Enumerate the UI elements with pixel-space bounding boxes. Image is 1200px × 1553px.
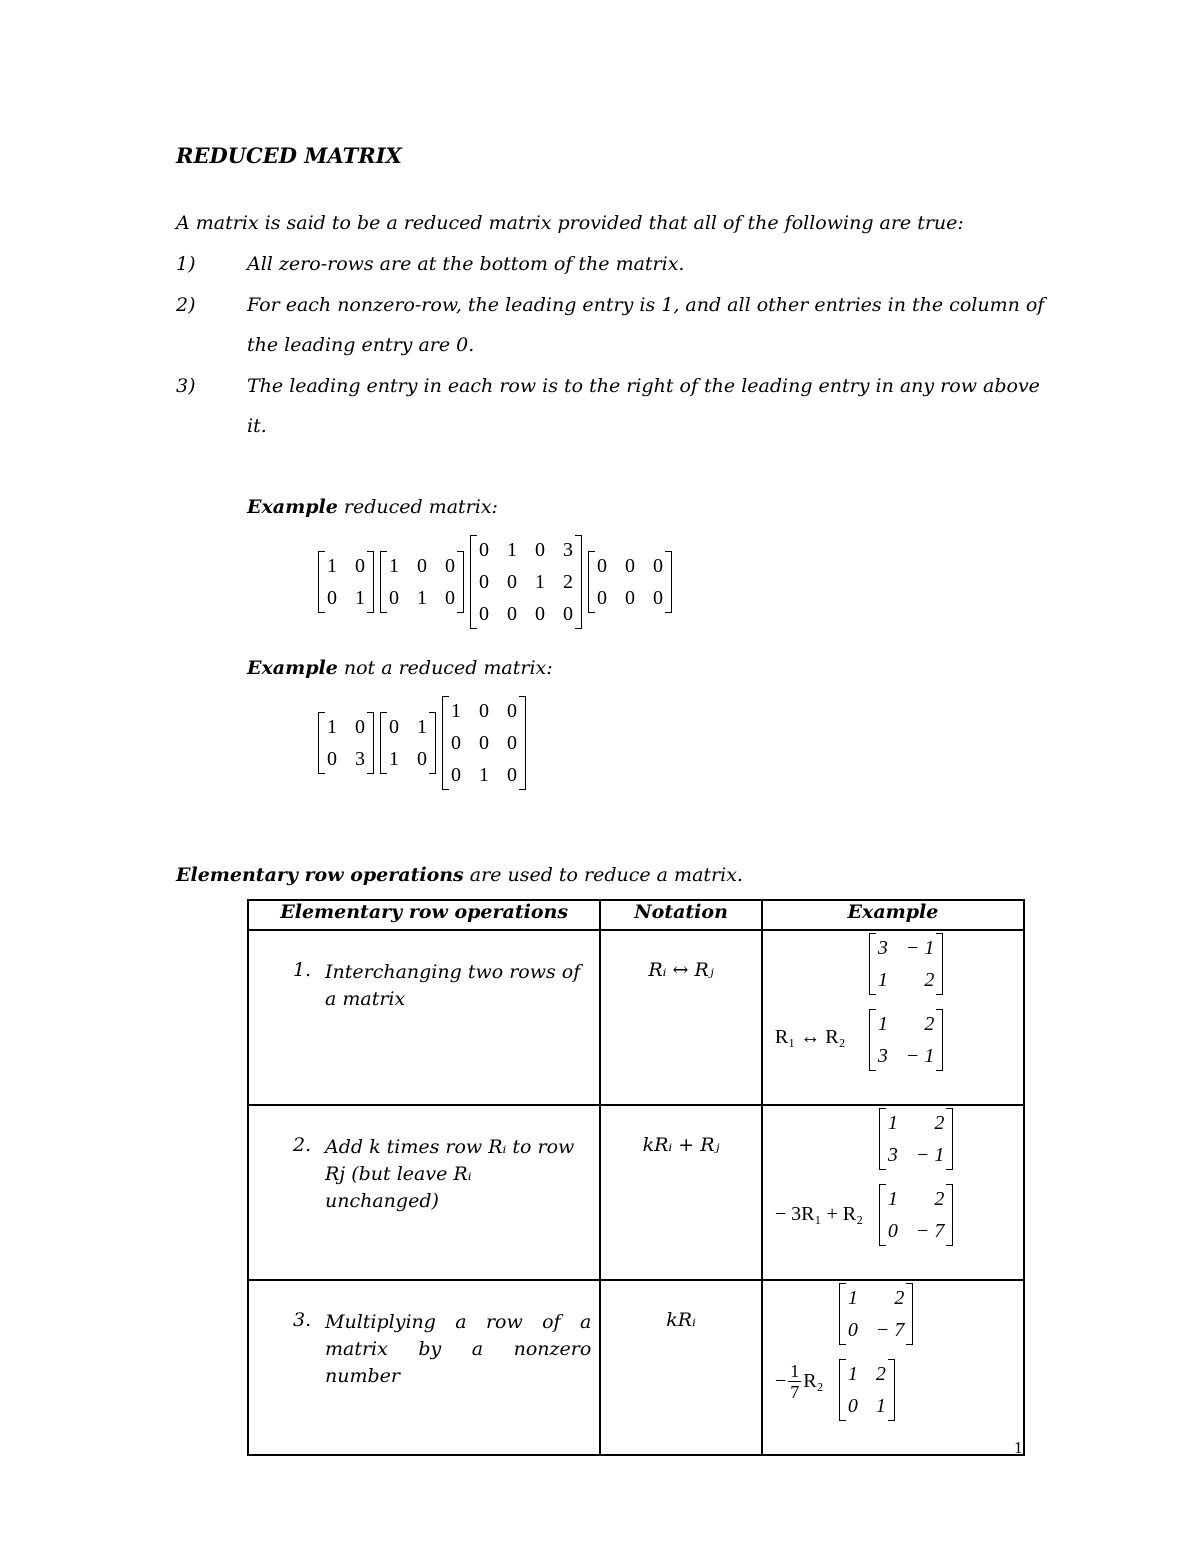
operation-number: 1. [293,959,312,981]
reduced-matrix [380,551,464,613]
matrix-entry: 0 [653,555,663,577]
example-operation: − 3R₁ + R₂ [774,1203,864,1225]
example-before-matrix [839,1283,914,1345]
non-reduced-matrix [380,712,436,774]
operation-text: Add k times row Rᵢ to row Rj (but leave Rᵢ unchanged) [325,1136,575,1212]
example-matrix [879,1108,954,1170]
matrix-entry: 1 [451,700,461,722]
matrix-entry: 0 [625,555,635,577]
ero-sentence [176,864,743,886]
rule-2-text-cont: the leading entry are 0. [247,334,475,356]
matrix-entry: 1 [327,716,337,738]
rule-1-number: 1) [176,253,196,275]
operation-cell [248,930,600,1105]
matrix-entry: 1 [877,969,888,991]
matrix-entry: 3 [887,1144,898,1166]
matrix-entry: 1 [389,555,399,577]
reduced-matrix [470,535,582,629]
matrix-entry: 0 [507,603,517,625]
rule-1-text: All zero-rows are at the bottom of the matrix. [247,253,685,275]
matrix-entry: 1 [875,1395,886,1417]
operation-text: Interchanging two rows of a matrix [325,961,581,1010]
operation-text: Multiplying a row of a matrix by a nonzero number [325,1311,592,1387]
matrix-entry: 0 [389,716,399,738]
intro-text: A matrix is said to be a reduced matrix provided that all of the following are true: [176,212,964,234]
ero-sentence-bold: Elementary row operations [176,864,464,886]
example-reduced-rest: reduced matrix: [337,496,498,518]
non-reduced-matrix [442,696,526,790]
op-minus: − [774,1370,787,1392]
matrix-entry: − 1 [905,1045,935,1067]
page-title: REDUCED MATRIX [176,143,402,168]
rule-3-text: The leading entry in each row is to the right of the leading entry in any row above [247,375,1040,397]
example-matrix [869,1009,944,1071]
op-row: R₂ [803,1370,824,1392]
table-row [248,930,1024,1105]
reduced-matrix [588,551,672,613]
matrix-entry: − 1 [905,937,935,959]
example-operation [775,1361,824,1402]
example-not-reduced-rest: not a reduced matrix: [337,657,553,679]
matrix-entry: 1 [847,1287,858,1309]
header-operations: Elementary row operations [248,900,600,930]
fraction-numerator: 1 [790,1361,800,1381]
matrix-entry: 0 [355,716,365,738]
matrix-entry: 2 [924,969,935,991]
example-matrix [839,1359,895,1421]
matrix-entry: 2 [924,1013,935,1035]
example-matrix [879,1184,954,1246]
operation-cell [248,1280,600,1455]
non-reduced-matrix [318,712,374,774]
matrix-entry: 0 [563,603,573,625]
row-operations-table [247,899,1025,1456]
matrix-entry: 0 [355,555,365,577]
table-row [248,1280,1024,1455]
matrix-entry: 0 [327,748,337,770]
ero-sentence-rest: are used to reduce a matrix. [463,864,743,886]
matrix-entry: 0 [417,748,427,770]
operation-cell [248,1105,600,1280]
example-reduced-bold: Example [247,496,338,518]
op-fraction [788,1361,801,1402]
matrix-entry: 1 [479,764,489,786]
example-before-matrix [869,933,944,995]
example-cell [762,930,1024,1105]
matrix-entry: 0 [535,539,545,561]
matrix-entry: 1 [327,555,337,577]
header-example: Example [762,900,1024,930]
matrix-entry: 1 [507,539,517,561]
matrix-entry: 0 [451,732,461,754]
matrix-entry: 3 [355,748,365,770]
example-not-reduced-bold: Example [247,657,338,679]
matrix-entry: 0 [507,732,517,754]
matrix-entry: 0 [625,587,635,609]
example-matrix [839,1283,914,1345]
table-row [248,1105,1024,1280]
example-after-matrix [839,1359,895,1421]
matrix-entry: 0 [847,1319,858,1341]
matrix-entry: 0 [507,571,517,593]
matrix-entry: − 1 [915,1144,945,1166]
matrix-entry: − 7 [875,1319,905,1341]
matrix-entry: 2 [563,571,573,593]
matrix-entry: 1 [847,1363,858,1385]
rule-3-number: 3) [176,375,196,397]
example-after-matrix [869,1009,944,1071]
fraction-denominator: 7 [790,1382,800,1402]
example-before-matrix [879,1108,954,1170]
table-header-row [248,900,1024,930]
matrix-entry: 0 [479,732,489,754]
matrix-entry: 1 [887,1188,898,1210]
matrix-entry: 0 [451,764,461,786]
matrix-entry: 1 [535,571,545,593]
matrix-entry: 3 [877,1045,888,1067]
matrix-entry: 2 [894,1287,905,1309]
rule-3-text-cont: it. [247,415,267,437]
matrix-entry: 1 [877,1013,888,1035]
example-not-reduced-heading [247,657,553,679]
matrix-entry: 0 [887,1220,898,1242]
example-after-matrix [879,1184,954,1246]
matrix-entry: 0 [417,555,427,577]
reduced-matrices [318,535,672,629]
notation-cell: kRᵢ + Rⱼ [600,1105,762,1280]
matrix-entry: 2 [934,1188,945,1210]
matrix-entry: 0 [847,1395,858,1417]
example-operation: R₁ ↔ R₂ [774,1026,846,1048]
reduced-matrix [318,551,374,613]
matrix-entry: 3 [877,937,888,959]
example-cell [762,1105,1024,1280]
matrix-entry: 0 [653,587,663,609]
operation-number: 2. [293,1134,312,1156]
not-reduced-matrices [318,696,526,790]
matrix-entry: − 7 [915,1220,945,1242]
header-notation: Notation [600,900,762,930]
matrix-entry: 2 [875,1363,886,1385]
example-matrix [869,933,944,995]
matrix-entry: 1 [355,587,365,609]
matrix-entry: 3 [563,539,573,561]
matrix-entry: 0 [479,700,489,722]
matrix-entry: 0 [389,587,399,609]
matrix-entry: 1 [887,1112,898,1134]
matrix-entry: 0 [597,587,607,609]
matrix-entry: 0 [507,764,517,786]
matrix-entry: 1 [389,748,399,770]
matrix-entry: 2 [934,1112,945,1134]
matrix-entry: 0 [479,539,489,561]
matrix-entry: 0 [479,571,489,593]
notation-cell: kRᵢ [600,1280,762,1455]
example-cell [762,1280,1024,1455]
matrix-entry: 0 [445,555,455,577]
page-number: 1 [1014,1438,1023,1457]
matrix-entry: 1 [417,587,427,609]
rule-2-number: 2) [176,294,196,316]
matrix-entry: 0 [327,587,337,609]
matrix-entry: 0 [507,700,517,722]
matrix-entry: 0 [597,555,607,577]
example-reduced-heading [247,496,498,518]
rule-2-text: For each nonzero-row, the leading entry is 1, and all other entries in the column of [247,294,1045,316]
matrix-entry: 0 [479,603,489,625]
operation-number: 3. [293,1309,312,1331]
matrix-entry: 0 [535,603,545,625]
notation-cell: Rᵢ ↔ Rⱼ [600,930,762,1105]
matrix-entry: 1 [417,716,427,738]
matrix-entry: 0 [445,587,455,609]
